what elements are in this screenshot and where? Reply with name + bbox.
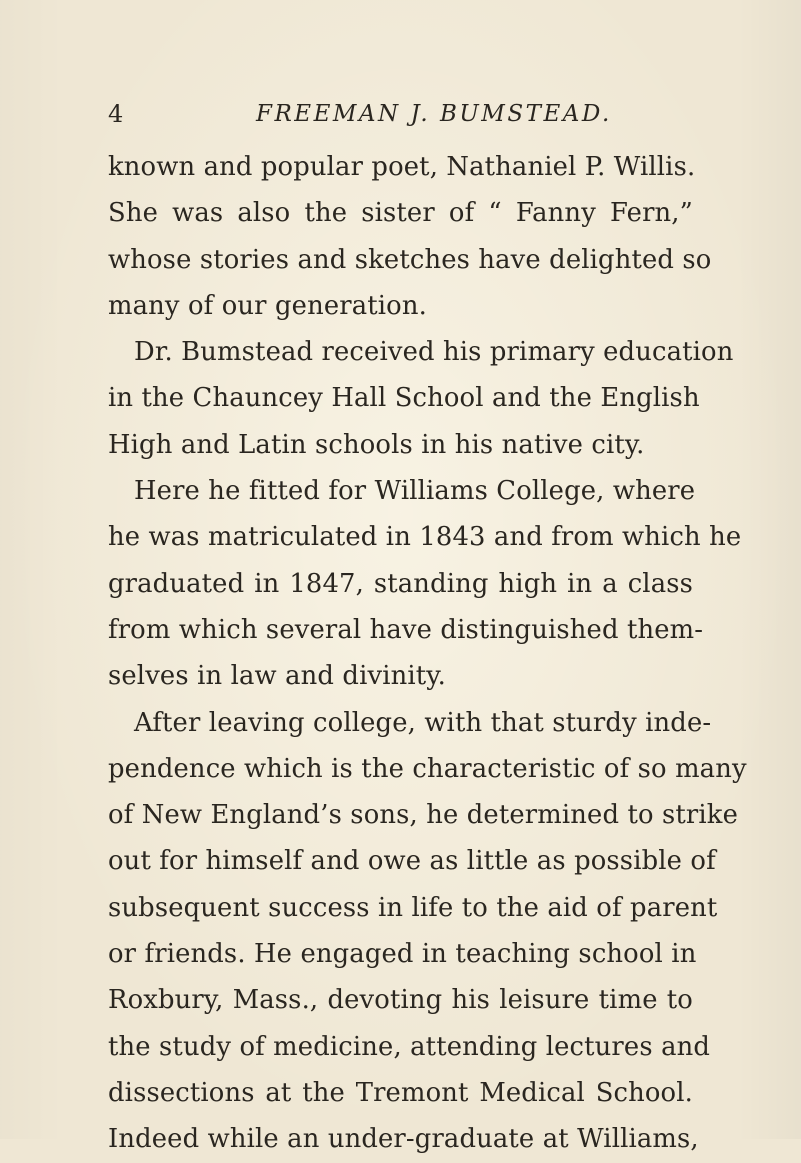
text-line: whose stories and sketches have delighted so — [108, 244, 712, 275]
text-line: Dr. Bumstead received his primary education — [134, 337, 734, 368]
text-line: She was also the sister of “ Fanny Fern,” — [108, 198, 693, 229]
text-line: from which several have distinguished them- — [108, 614, 704, 645]
text-line: Indeed while an under-graduate at Williams, — [108, 1124, 699, 1155]
text-line: pendence which is the characteristic of so many — [108, 753, 747, 784]
text-line: After leaving college, with that sturdy inde- — [134, 707, 712, 738]
text-line: known and popular poet, Nathaniel P. Willis. — [108, 152, 696, 182]
text-line: many of our generation. — [108, 290, 427, 321]
text-line: selves in law and divinity. — [108, 661, 446, 692]
text-line: of New England’s sons, he determined to strike — [108, 800, 738, 831]
text-line: dissections at the Tremont Medical School. — [108, 1077, 693, 1108]
text-line: High and Latin schools in his native city. — [108, 429, 645, 460]
body-text — [108, 144, 747, 1163]
text-line: subsequent success in life to the aid of parent — [108, 892, 718, 923]
text-line: in the Chauncey Hall School and the English — [108, 383, 700, 414]
running-head — [108, 96, 693, 132]
text-line: the study of medicine, attending lectures and — [108, 1031, 711, 1062]
text-line: Here he fitted for Williams College, where — [134, 476, 696, 507]
running-title: FREEMAN J. BUMSTEAD. — [256, 101, 612, 127]
page-number: 4 — [108, 100, 124, 128]
text-line: or friends. He engaged in teaching school in — [108, 939, 697, 970]
text-line: graduated in 1847, standing high in a class — [108, 568, 693, 599]
text-line: Roxbury, Mass., devoting his leisure time to — [108, 985, 693, 1016]
text-line: out for himself and owe as little as possible of — [108, 846, 716, 877]
text-line: he was matriculated in 1843 and from which he — [108, 522, 742, 553]
